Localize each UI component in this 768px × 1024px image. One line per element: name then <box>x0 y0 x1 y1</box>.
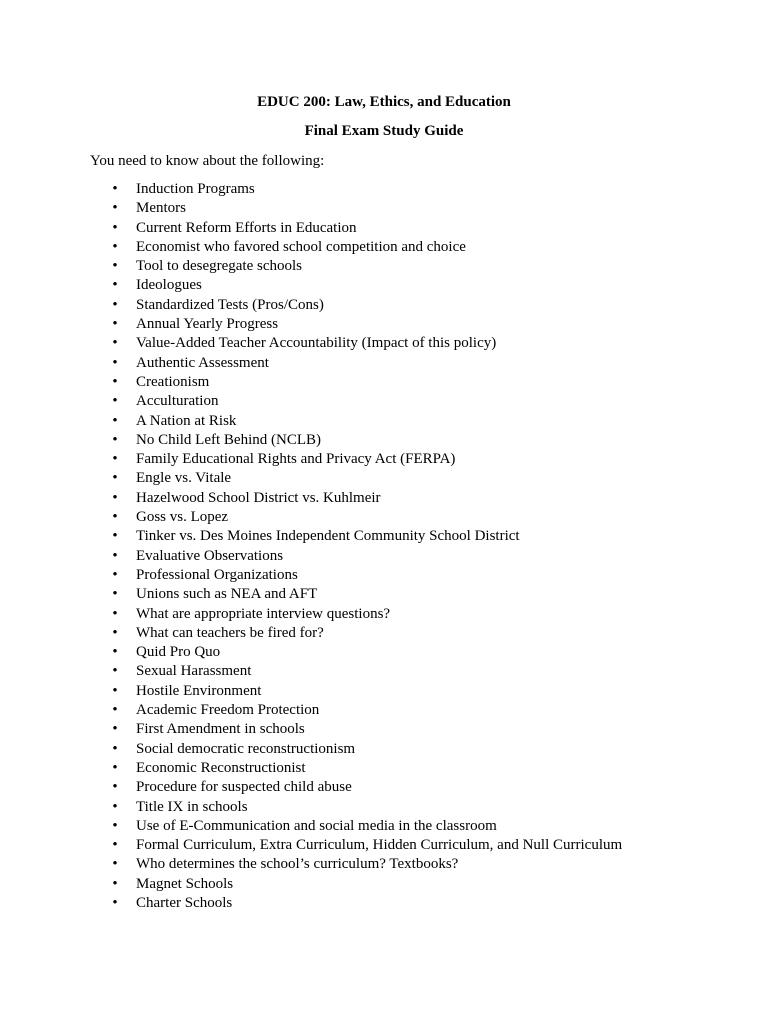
list-item-text: Tinker vs. Des Moines Independent Community School District <box>136 528 520 545</box>
bullet-icon: • <box>112 721 118 738</box>
list-item-text: Social democratic reconstructionism <box>136 740 356 757</box>
list-item-text: Family Educational Rights and Privacy Act (FERPA) <box>136 451 456 468</box>
list-item-text: Professional Organizations <box>136 566 298 583</box>
bullet-icon: • <box>112 296 118 313</box>
bullet-icon: • <box>112 489 118 506</box>
bullet-icon: • <box>112 779 118 796</box>
bullet-icon: • <box>112 431 118 448</box>
list-item-text: Hostile Environment <box>136 682 262 699</box>
bullet-icon: • <box>112 566 118 583</box>
list-item-text: Sexual Harassment <box>136 663 252 680</box>
list-item-text: Formal Curriculum, Extra Curriculum, Hidden Curriculum, and Null Curriculum <box>136 837 623 854</box>
list-item-text: Value-Added Teacher Accountability (Impact of this policy) <box>136 335 497 352</box>
bullet-icon: • <box>112 509 118 526</box>
bullet-icon: • <box>112 547 118 564</box>
bullet-icon: • <box>112 875 118 892</box>
bullet-icon: • <box>112 393 118 410</box>
bullet-icon: • <box>112 759 118 776</box>
list-item-text: Academic Freedom Protection <box>136 702 320 719</box>
bullet-icon: • <box>112 335 118 352</box>
bullet-icon: • <box>112 894 118 911</box>
list-item-text: Current Reform Efforts in Education <box>136 219 357 236</box>
list-item-text: Authentic Assessment <box>136 354 269 371</box>
list-item-text: Creationism <box>136 373 210 390</box>
list-item-text: Use of E-Communication and social media in the classroom <box>136 817 497 834</box>
list-item-text: Acculturation <box>136 393 219 410</box>
bullet-icon: • <box>112 200 118 217</box>
list-item-text: Title IX in schools <box>136 798 248 815</box>
list-item-text: Economist who favored school competition and choice <box>136 238 466 255</box>
list-item-text: No Child Left Behind (NCLB) <box>136 431 321 448</box>
list-item-text: Ideologues <box>136 277 202 294</box>
bullet-icon: • <box>112 798 118 815</box>
bullet-icon: • <box>112 644 118 661</box>
bullet-icon: • <box>112 373 118 390</box>
bullet-icon: • <box>112 316 118 333</box>
list-item-text: Engle vs. Vitale <box>136 470 232 487</box>
bullet-icon: • <box>112 181 118 197</box>
bullet-icon: • <box>112 682 118 699</box>
list-item-text: Evaluative Observations <box>136 547 284 564</box>
list-item-text: Quid Pro Quo <box>136 644 221 661</box>
bullet-icon: • <box>112 451 118 468</box>
bullet-icon: • <box>112 856 118 873</box>
bullet-icon: • <box>112 258 118 275</box>
list-item-text: Magnet Schools <box>136 875 234 892</box>
document-subtitle: Final Exam Study Guide <box>304 123 464 139</box>
list-item-text: Tool to desegregate schools <box>136 258 302 275</box>
list-item-text: A Nation at Risk <box>136 412 237 429</box>
bullet-icon: • <box>112 837 118 854</box>
bullet-icon: • <box>112 740 118 757</box>
list-item-text: Goss vs. Lopez <box>136 509 229 526</box>
list-item-text: Standardized Tests (Pros/Cons) <box>136 296 324 313</box>
bullet-icon: • <box>112 605 118 622</box>
list-item-text: Hazelwood School District vs. Kuhlmeir <box>136 489 381 506</box>
list-item-text: First Amendment in schools <box>136 721 305 738</box>
list-item-text: Charter Schools <box>136 894 233 911</box>
document-title: EDUC 200: Law, Ethics, and Education <box>257 94 511 110</box>
bullet-icon: • <box>112 277 118 294</box>
list-item-text: Mentors <box>136 200 186 217</box>
bullet-icon: • <box>112 354 118 371</box>
bullet-icon: • <box>112 663 118 680</box>
bullet-icon: • <box>112 817 118 834</box>
list-item-text: What can teachers be fired for? <box>136 624 324 641</box>
bullet-icon: • <box>112 412 118 429</box>
bullet-icon: • <box>112 528 118 545</box>
list-item-text: Induction Programs <box>136 181 255 197</box>
list-item-text: Procedure for suspected child abuse <box>136 779 352 796</box>
bullet-icon: • <box>112 586 118 603</box>
bullet-icon: • <box>112 219 118 236</box>
bullet-icon: • <box>112 238 118 255</box>
list-item-text: Annual Yearly Progress <box>136 316 279 333</box>
intro-text: You need to know about the following: <box>90 153 325 169</box>
bullet-icon: • <box>112 470 118 487</box>
bullet-icon: • <box>112 702 118 719</box>
list-item-text: Unions such as NEA and AFT <box>136 586 318 603</box>
list-item-text: Who determines the school’s curriculum? Textbooks? <box>136 856 459 873</box>
list-item-text: What are appropriate interview questions? <box>136 605 391 622</box>
list-item-text: Economic Reconstructionist <box>136 759 306 776</box>
bullet-icon: • <box>112 624 118 641</box>
